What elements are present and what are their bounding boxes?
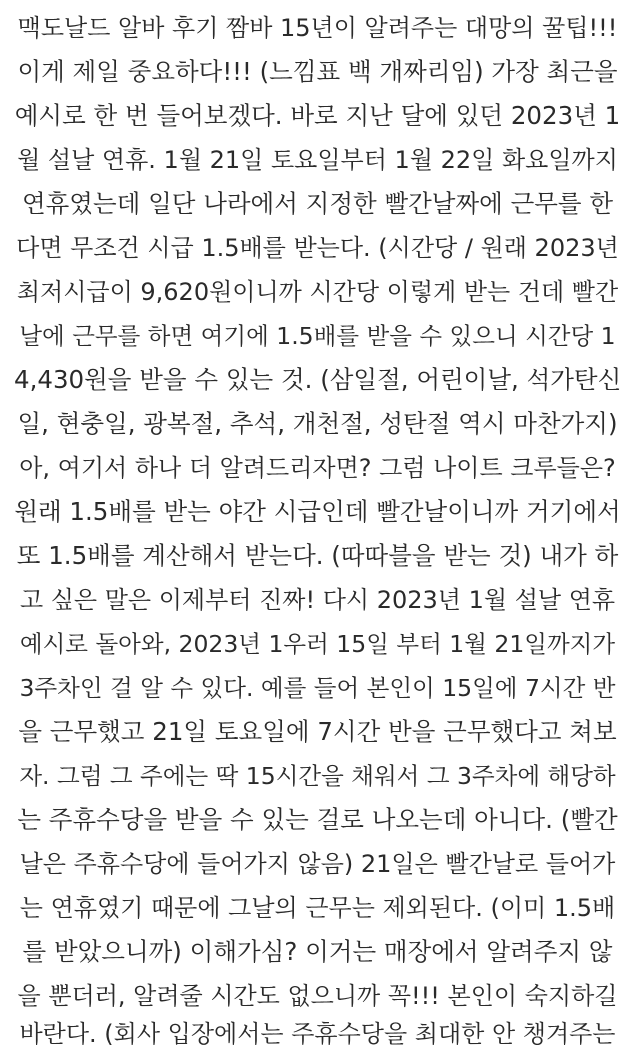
text-line-19: 는 주휴수당을 받을 수 있는 걸로 나오는데 아니다. (빨간 bbox=[17, 805, 618, 834]
text-line-13: 또 1.5배를 계산해서 받는다. (따따블을 받는 것) 내가 하 bbox=[16, 541, 619, 570]
text-line-17: 을 근무했고 21일 토요일에 7시간 반을 근무했다고 쳐보 bbox=[18, 717, 617, 746]
text-line-16: 3주차인 걸 알 수 있다. 예를 들어 본인이 15일에 7시간 반 bbox=[19, 674, 616, 702]
text-line-23: 을 뿐더러, 알려줄 시간도 없으니까 꼭!!! 본인이 숙지하길 bbox=[17, 982, 618, 1010]
text-line-10: 일, 현충일, 광복절, 추석, 개천절, 성탄절 역시 마찬가지) bbox=[17, 409, 618, 438]
text-line-6: 다면 무조건 시급 1.5배를 받는다. (시간당 / 원래 2023년 bbox=[16, 234, 619, 262]
text-line-11: 아, 여기서 하나 더 알려드리자면? 그럼 나이트 크루들은? bbox=[19, 454, 616, 482]
text-line-5: 연휴였는데 일단 나라에서 지정한 빨간날짜에 근무를 한 bbox=[21, 189, 614, 218]
text-line-22: 를 받았으니까) 이해가심? 이거는 매장에서 알려주지 않 bbox=[22, 937, 613, 966]
text-line-4: 월 설날 연휴. 1월 21일 토요일부터 1월 22일 화요일까지 bbox=[17, 146, 618, 174]
text-line-7: 최저시급이 9,620원이니까 시간당 이렇게 받는 건데 빨간 bbox=[16, 278, 619, 306]
text-line-14: 고 싶은 말은 이제부터 진짜! 다시 2023년 1월 설날 연휴 bbox=[19, 586, 616, 614]
text-line-2: 이게 제일 중요하다!!! (느낌표 백 개짜리임) 가장 최근을 bbox=[17, 57, 618, 86]
text-line-20: 날은 주휴수당에 들어가지 않음) 21일은 빨간날로 들어가 bbox=[19, 850, 616, 878]
text-line-24: 바란다. (회사 입장에서는 주휴수당을 최대한 안 챙겨주는 bbox=[19, 1020, 616, 1048]
text-line-3: 예시로 한 번 들어보겠다. 바로 지난 달에 있던 2023년 1 bbox=[14, 101, 621, 130]
text-line-8: 날에 근무를 하면 여기에 1.5배를 받을 수 있으니 시간당 1 bbox=[19, 322, 616, 350]
text-line-18: 자. 그럼 그 주에는 딱 15시간을 채워서 그 3주차에 해당하 bbox=[19, 762, 616, 790]
text-line-12: 원래 1.5배를 받는 야간 시급인데 빨간날이니까 거기에서 bbox=[14, 497, 621, 526]
text-line-9: 4,430원을 받을 수 있는 것. (삼일절, 어린이날, 석가탄신 bbox=[14, 365, 622, 394]
text-line-15: 예시로 돌아와, 2023년 1우러 15일 부터 1월 21일까지가 bbox=[19, 630, 616, 658]
text-line-21: 는 연휴였기 때문에 그날의 근무는 제외된다. (이미 1.5배 bbox=[19, 894, 616, 922]
text-line-1: 맥도날드 알바 후기 짬바 15년이 알려주는 대망의 꿀팁!!! bbox=[17, 14, 618, 42]
